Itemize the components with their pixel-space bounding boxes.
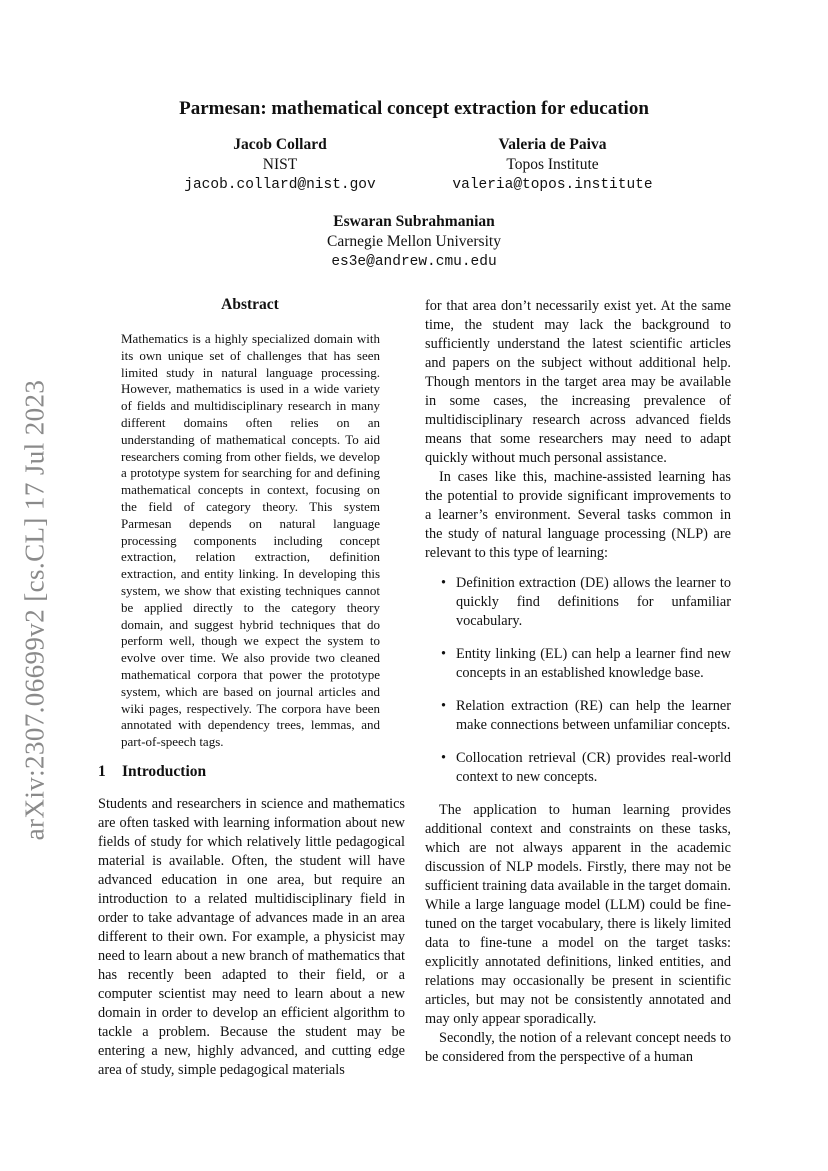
list-item — [425, 749, 731, 787]
author-affiliation: Topos Institute — [506, 156, 599, 173]
author-affiliation: NIST — [262, 156, 298, 173]
list-item-text: Entity linking (EL) can help a learner find new concepts in an established knowledge base. — [456, 646, 731, 681]
section-title: Introduction — [122, 763, 207, 780]
section-heading — [98, 763, 206, 781]
author-name: Jacob Collard — [233, 136, 327, 153]
section-number: 1 — [98, 763, 106, 780]
author-affiliation: Carnegie Mellon University — [327, 233, 501, 250]
arxiv-stamp — [12, 375, 58, 845]
author-name: Valeria de Paiva — [498, 136, 607, 153]
list-item-text: Collocation retrieval (CR) provides real-world context to new concepts. — [456, 750, 731, 785]
arxiv-stamp-text: arXiv:2307.06699v2 [cs.CL] 17 Jul 2023 — [19, 379, 50, 841]
author-block — [280, 212, 548, 272]
paragraph: Secondly, the notion of a relevant concept needs to be considered from the perspective of a human — [425, 1030, 731, 1065]
bullet-icon: • — [441, 575, 447, 591]
abstract-text: Mathematics is a highly specialized domain with its own unique set of challenges that has seen limited study in natural language processing. However, mathematics is used in a wide variety of fields and multidisciplinary research in many different domains often relies on an understanding of mathematical concepts. To aid researchers coming from other fields, we develop a prototype system for searching for and defining mathematical concepts in context, focusing on the field of category theory. This system Parmesan depends on natural language processing components including concept extraction, relation extraction, definition extraction, and entity linking. In developing this system, we show that existing techniques cannot be applied directly to the category theory domain, and suggest hybrid techniques that do perform well, though we expect the system to evolve over time. We also provide two cleaned mathematical corpora that power the prototype system, which are based on journal articles and wiki pages, respectively. The corpora have been annotated with dependency trees, lemmas, and part-of-speech tags. — [121, 331, 380, 750]
paragraph: Students and researchers in science and mathematics are often tasked with learning information about new fields of study for which relatively little pedagogical material is available. Often, the student will have advanced education in one area, but require an introduction to a related multidisciplinary field in order to take advantage of advances made in an area different to their own. For example, a physicist may need to learn about a new branch of mathematics that has recently been adapted to their field, or a computer scientist may need to learn about a new domain in order to develop an efficient algorithm to tackle a problem. Because the student may be entering a new, highly advanced, and cutting edge area of study, simple pedagogical materials — [98, 796, 405, 1078]
paragraph: for that area don’t necessarily exist yet. At the same time, the student may lack the background to sufficiently understand the latest scientific articles and papers on the subject without additional help. Though mentors in the target area may be available in some cases, the increasing prevalence of multidisciplinary research across advanced fields means that some researchers may need to adapt quickly without much personal assistance. — [425, 298, 731, 466]
bullet-icon: • — [441, 646, 447, 662]
list-item — [425, 574, 731, 631]
abstract-heading: Abstract — [221, 296, 279, 313]
author-block — [160, 135, 400, 195]
right-column — [425, 297, 731, 1067]
list-item-text: Relation extraction (RE) can help the learner make connections between unfamiliar concepts. — [456, 698, 731, 733]
left-column — [98, 795, 405, 1080]
author-email[interactable]: valeria@topos.institute — [452, 177, 653, 193]
paragraph: In cases like this, machine-assisted learning has the potential to provide significant improvements to a learner’s environment. Several tasks common in the study of natural language processing (NLP) are relevant to this type of learning: — [425, 469, 731, 561]
author-email[interactable]: jacob.collard@nist.gov — [184, 177, 376, 193]
author-block — [430, 135, 675, 195]
list-item-text: Definition extraction (DE) allows the learner to quickly find definitions for unfamiliar vocabulary. — [456, 575, 731, 629]
bullet-icon: • — [441, 698, 447, 714]
list-item — [425, 645, 731, 683]
author-name: Eswaran Subrahmanian — [333, 213, 495, 230]
paragraph: The application to human learning provides additional context and constraints on these tasks, which are not always apparent in the academic discussion of NLP models. Firstly, there may not be sufficient training data available in the target domain. While a large language model (LLM) could be fine-tuned on the target vocabulary, there is likely limited data to fine-tune a model on the target tasks: explicitly annotated definitions, linked entities, and relations may occasionally be present in scientific articles, but may not be consistently annotated and may only appear sporadically. — [425, 802, 731, 1027]
task-list — [425, 574, 731, 787]
author-email[interactable]: es3e@andrew.cmu.edu — [331, 254, 497, 270]
paper-title: Parmesan: mathematical concept extraction for education — [179, 98, 649, 119]
bullet-icon: • — [441, 750, 447, 766]
list-item — [425, 697, 731, 735]
